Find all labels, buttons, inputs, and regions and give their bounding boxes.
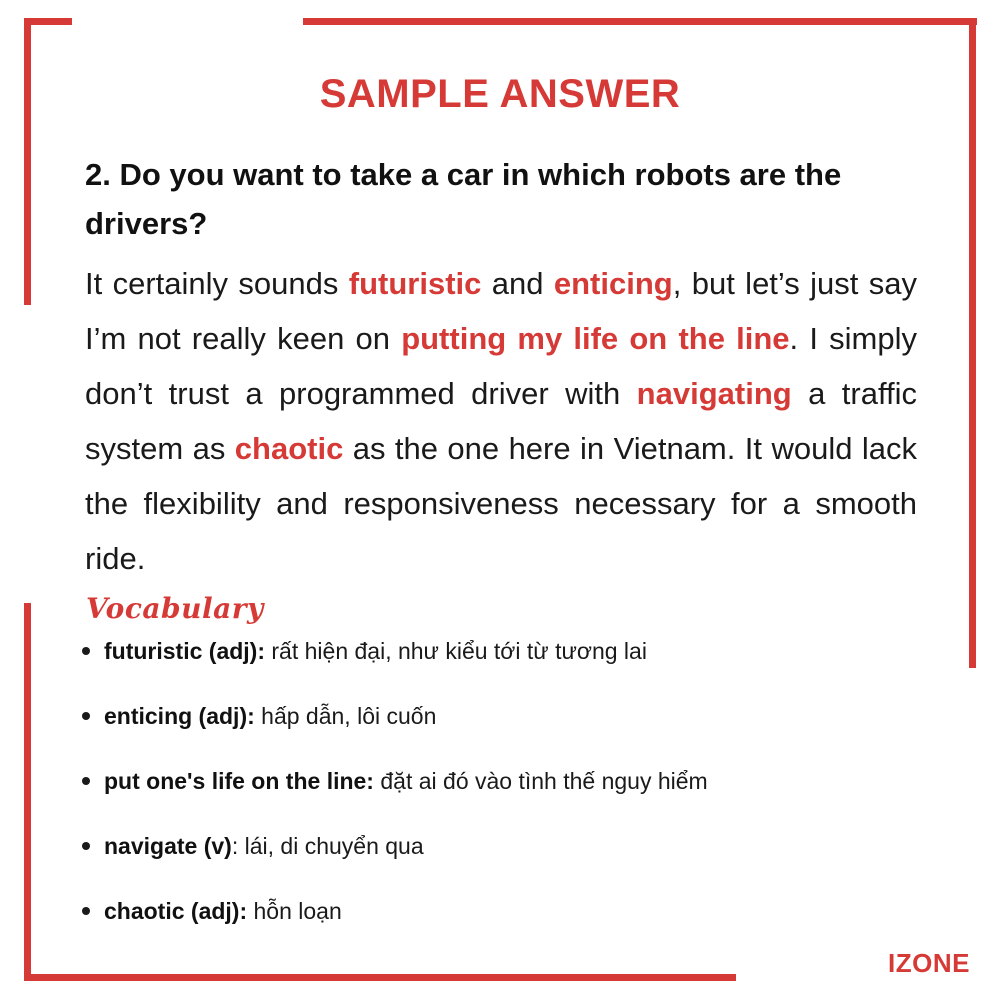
vocabulary-item xyxy=(80,699,960,764)
bullet-icon xyxy=(82,907,90,915)
vocabulary-term: navigate (v) xyxy=(104,833,232,859)
bullet-icon xyxy=(82,777,90,785)
answer-text: , but let’s just say I’m not really keen on xyxy=(85,266,917,356)
answer-text: as the one here in Vietnam. It would lack the flexibility and responsiveness necessary for a smooth ride. xyxy=(85,431,917,576)
vocabulary-term: futuristic (adj): xyxy=(104,638,265,664)
vocabulary-item xyxy=(80,634,960,699)
highlight-putting-my-life-on-the-line: putting my life on the line xyxy=(401,321,790,356)
bullet-icon xyxy=(82,842,90,850)
vocabulary-definition: hấp dẫn, lôi cuốn xyxy=(254,703,437,729)
izone-logo: IZONE xyxy=(888,948,970,978)
highlight-futuristic: futuristic xyxy=(348,266,482,301)
answer-text: a traffic system as xyxy=(85,376,918,466)
vocabulary-heading: Vocabulary xyxy=(86,592,264,625)
answer-text: and xyxy=(481,266,554,301)
answer-text: It certainly sounds xyxy=(85,266,349,301)
vocabulary-item xyxy=(80,829,960,894)
vocabulary-list xyxy=(80,634,960,959)
vocabulary-term: put one's life on the line: xyxy=(104,768,374,794)
vocabulary-definition: rất hiện đại, như kiểu tới từ tương lai xyxy=(265,638,647,664)
vocabulary-item xyxy=(80,894,960,959)
frame-top-left xyxy=(24,18,72,25)
highlight-navigating: navigating xyxy=(636,376,792,411)
vocabulary-definition: hỗn loạn xyxy=(247,898,342,924)
question-text: 2. Do you want to take a car in which robots are the drivers? xyxy=(85,157,842,241)
vocabulary-term: chaotic (adj): xyxy=(104,898,248,924)
page-title: SAMPLE ANSWER xyxy=(319,72,681,116)
answer-text: . I simply don’t trust a programmed driver with xyxy=(85,321,918,411)
vocabulary-term: enticing (adj): xyxy=(104,703,255,729)
bullet-icon xyxy=(82,712,90,720)
frame-top-right xyxy=(303,18,977,25)
vocabulary-item xyxy=(80,764,960,829)
bullet-icon xyxy=(82,647,90,655)
vocabulary-definition: đặt ai đó vào tình thế nguy hiểm xyxy=(373,768,708,794)
vocabulary-definition: : lái, di chuyển qua xyxy=(231,833,424,859)
highlight-chaotic: chaotic xyxy=(234,431,344,466)
highlight-enticing: enticing xyxy=(553,266,673,301)
frame-left-upper xyxy=(24,18,31,305)
answer-paragraph xyxy=(85,256,917,586)
frame-bottom xyxy=(24,974,736,981)
frame-left-lower xyxy=(24,603,31,981)
